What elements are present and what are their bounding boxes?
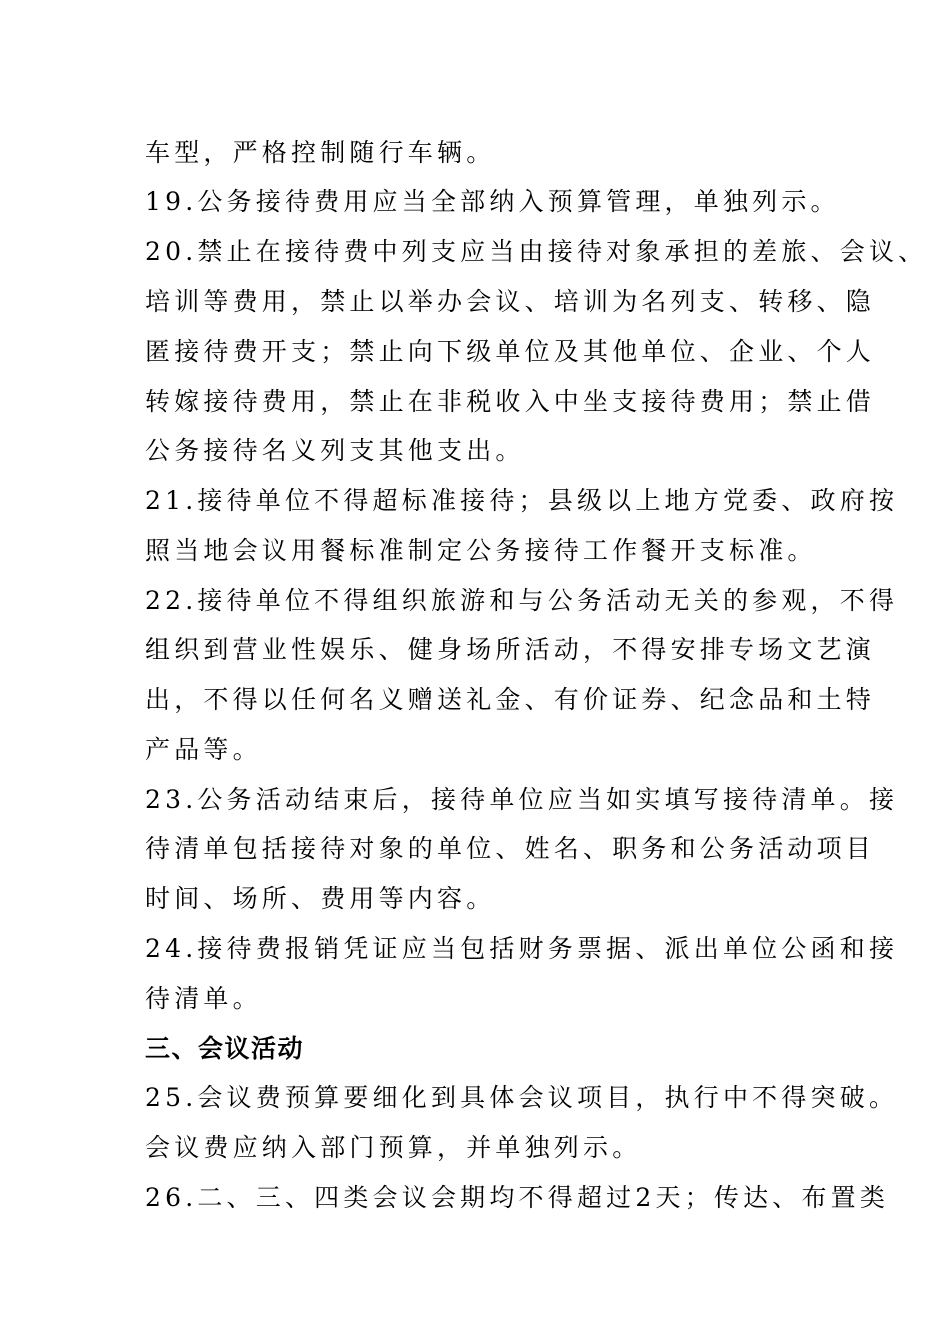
text-line: 23.公务活动结束后，接待单位应当如实填写接待清单。接	[145, 785, 899, 814]
text-line: 24.接待费报销凭证应当包括财务票据、派出单位公函和接	[145, 934, 899, 963]
text-line: 公务接待名义列支其他支出。	[145, 436, 525, 465]
text-line: 转嫁接待费用，禁止在非税收入中坐支接待费用；禁止借	[145, 387, 876, 416]
text-line: 待清单包括接待对象的单位、姓名、职务和公务活动项目	[145, 834, 876, 863]
text-line: 21.接待单位不得超标准接待；县级以上地方党委、政府按	[145, 486, 899, 515]
text-line: 26.二、三、四类会议会期均不得超过2天；传达、布置类	[145, 1183, 890, 1212]
text-line: 培训等费用，禁止以举办会议、培训为名列支、转移、隐	[145, 287, 876, 316]
text-line: 车型，严格控制随行车辆。	[145, 138, 496, 167]
text-line: 产品等。	[145, 735, 262, 764]
text-line: 组织到营业性娱乐、健身场所活动，不得安排专场文艺演	[145, 635, 876, 664]
text-line: 待清单。	[145, 984, 262, 1013]
section-heading: 三、会议活动	[145, 1034, 305, 1063]
text-line: 出，不得以任何名义赠送礼金、有价证券、纪念品和土特	[145, 685, 876, 714]
text-line: 22.接待单位不得组织旅游和与公务活动无关的参观，不得	[145, 586, 899, 615]
text-line: 25.会议费预算要细化到具体会议项目，执行中不得突破。	[145, 1083, 899, 1112]
text-line: 匿接待费开支；禁止向下级单位及其他单位、企业、个人	[145, 337, 876, 366]
text-line: 19.公务接待费用应当全部纳入预算管理，单独列示。	[145, 187, 840, 216]
text-line: 20.禁止在接待费中列支应当由接待对象承担的差旅、会议、	[145, 237, 928, 266]
text-line: 会议费应纳入部门预算，并单独列示。	[145, 1133, 642, 1162]
text-line: 时间、场所、费用等内容。	[145, 884, 496, 913]
text-line: 照当地会议用餐标准制定公务接待工作餐开支标准。	[145, 536, 817, 565]
